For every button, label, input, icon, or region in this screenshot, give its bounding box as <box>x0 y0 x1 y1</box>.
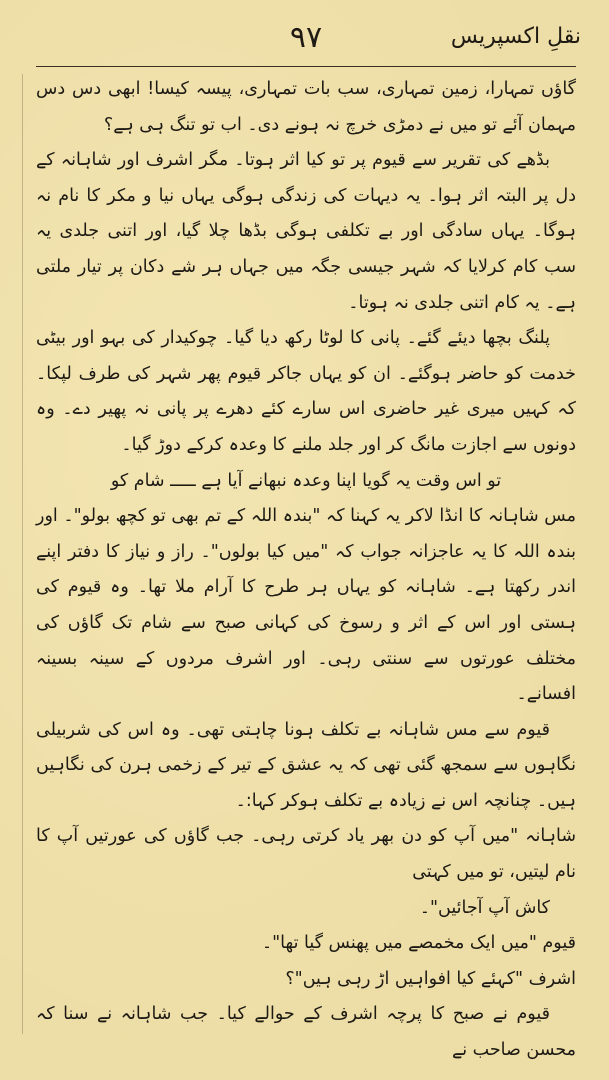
dialogue-line: اشرف "کہئے کیا افواہیں اڑ رہی ہیں"؟ <box>285 968 576 989</box>
paragraph: مس شاہانہ کا انڈا لاکر یہ کہنا کہ "بندہ اللہ کے تم بھی تو کچھ بولو"۔ اور بندہ اللہ کا یہ عاجزانہ جواب کہ "میں کیا بولوں"۔ راز و نیاز کا دفتر اپنے اندر رکھتا ہے۔ شاہانہ کو یہاں ہر طرح کا آرام ملا تھا۔ وہ قیوم کی ہستی اور اس کے اثر و رسوخ کی کہانی صبح سے شام تک گاؤں کی مختلف عورتوں سے سنتی رہی۔ اور اشرف مردوں کے سینہ بسینہ افسانے۔ <box>36 506 576 705</box>
running-title: نقلِ اکسپریس <box>450 24 581 49</box>
body-text <box>36 72 576 1069</box>
dialogue-line: کاش آپ آجائیں"۔ <box>419 897 550 918</box>
header-rule <box>36 66 576 67</box>
dialogue-line: قیوم "میں ایک مخمصے میں پھنس گیا تھا"۔ <box>261 933 576 954</box>
paragraph: قیوم سے مس شاہانہ بے تکلف ہونا چاہتی تھی۔ وہ اس کی شربیلی نگاہوں سے سمجھ گئی تھی کہ یہ عشق کے تیر کے زخمی ہرن کی نگاہیں ہیں۔ چنانچہ اس نے زیادہ بے تکلف ہوکر کہا:۔ <box>36 719 576 811</box>
page-header <box>0 20 609 68</box>
page-number: ۹۷ <box>289 20 323 55</box>
paragraph: قیوم نے صبح کا پرچہ اشرف کے حوالے کیا۔ جب شاہانہ نے سنا کہ محسن صاحب نے <box>36 1004 576 1061</box>
margin-shadow-line <box>22 74 23 1034</box>
paragraph: بڈھے کی تقریر سے قیوم پر تو کیا اثر ہوتا۔ مگر اشرف اور شاہانہ کے دل پر البتہ اثر ہوا۔ یہ دیہات کی زندگی ہوگی یہاں نیا و مکر کا نام نہ ہوگا۔ یہاں سادگی اور بے تکلفی ہوگی بڈھا چلا گیا، اور اتنی جلدی یہ سب کام کرلایا کہ شہر جیسی جگہ میں جہاں ہر شے دکان پر تیار ملتی ہے۔ یہ کام اتنی جلدی نہ ہوتا۔ <box>36 150 576 313</box>
paragraph: تو اس وقت یہ گویا اپنا وعدہ نبھانے آیا ہے ـــــ شام کو <box>110 470 502 491</box>
dialogue-line: شاہانہ "میں آپ کو دن بھر یاد کرتی رہی۔ جب گاؤں کی عورتیں آپ کا نام لیتیں، تو میں کہتی <box>36 826 576 883</box>
paragraph: گاؤں تمہارا، زمین تمہاری، سب بات تمہاری، پیسہ کیسا! ابھی دس دس مہمان آئے تو میں نے دمڑی خرچ نہ ہونے دی۔ اب تو تنگ ہی ہے؟ <box>36 79 576 135</box>
paragraph: پلنگ بچھا دیئے گئے۔ پانی کا لوٹا رکھ دیا گیا۔ چوکیدار کی بہو اور بیٹی خدمت کو حاضر ہوگئے۔ ان کو یہاں جاکر قیوم پھر شہر کی طرف لپکا۔ کہ کہیں میری غیر حاضری اس سارے کئے دھرے پر پانی نہ پھیر دے۔ وہ دونوں سے اجازت مانگ کر اور جلد ملنے کا وعدہ کرکے دوڑ گیا۔ <box>36 328 576 455</box>
